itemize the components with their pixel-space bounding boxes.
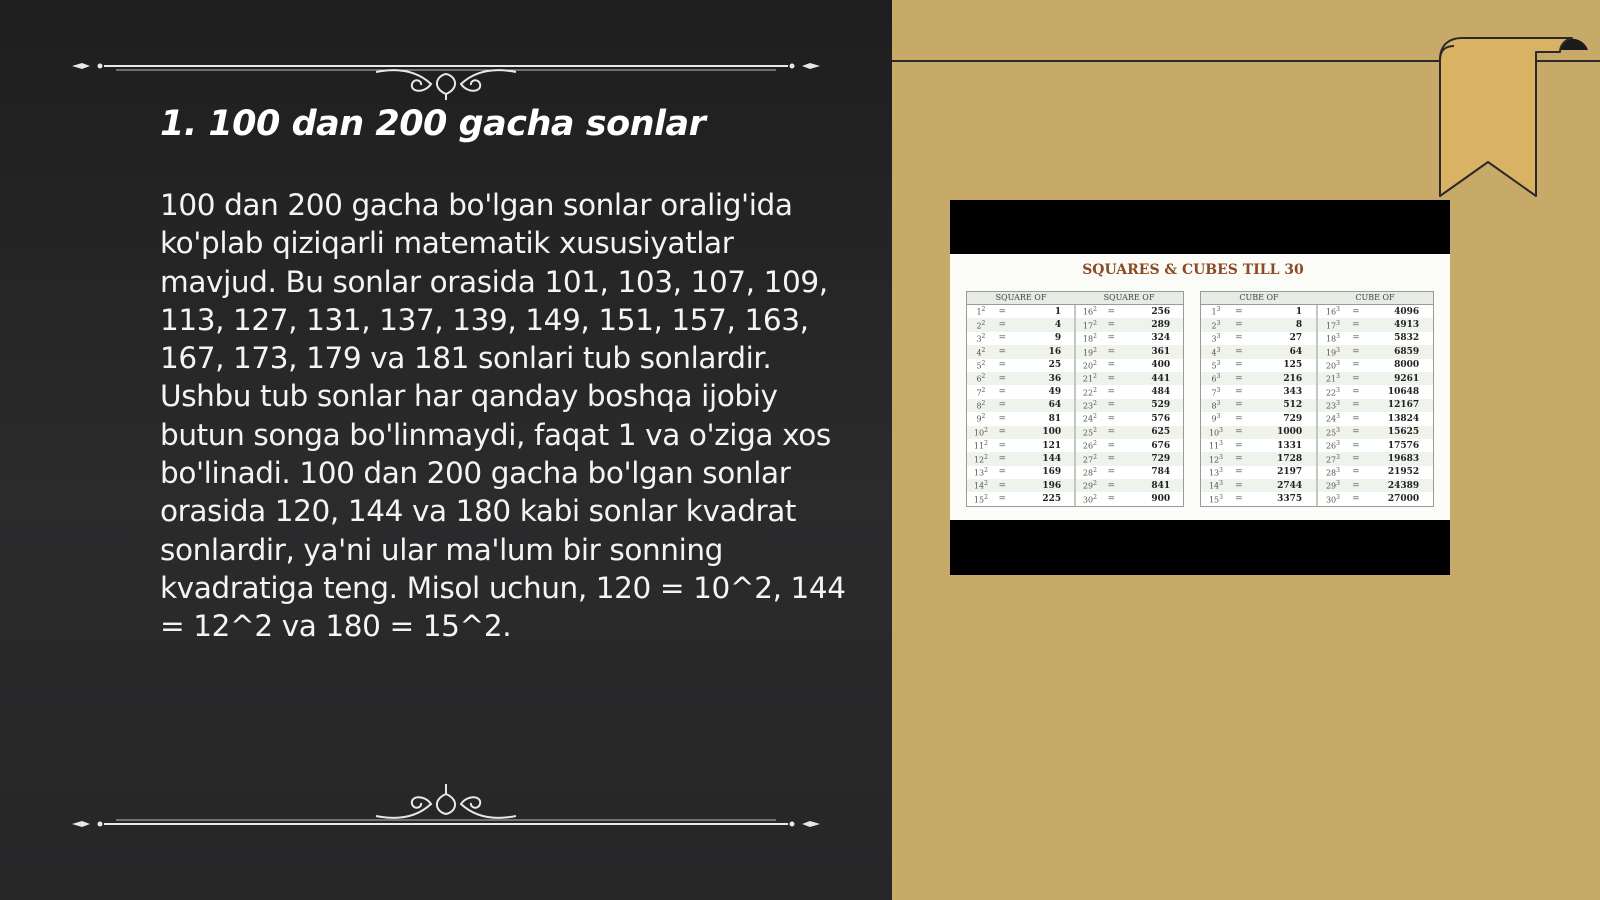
value-cell: 1 bbox=[1295, 306, 1303, 317]
base-cell: $21^3$ bbox=[1325, 373, 1340, 384]
value-cell: 512 bbox=[1283, 400, 1303, 411]
cubes-table-header bbox=[1201, 292, 1433, 305]
base-cell: $25^2$ bbox=[1082, 426, 1097, 438]
equals-sign: = bbox=[998, 427, 1007, 438]
equals-sign: = bbox=[1352, 453, 1360, 464]
base-cell: $11^3$ bbox=[1208, 440, 1223, 451]
base-cell: $30^3$ bbox=[1325, 493, 1340, 505]
value-cell: 4096 bbox=[1394, 306, 1420, 317]
table-row bbox=[967, 345, 1074, 358]
equals-sign: = bbox=[1107, 427, 1116, 438]
base-cell: $20^3$ bbox=[1325, 359, 1340, 371]
equals-sign: = bbox=[1352, 306, 1360, 317]
equals-sign: = bbox=[998, 467, 1007, 478]
base-cell: $27^3$ bbox=[1325, 453, 1340, 465]
table-row bbox=[1076, 412, 1183, 425]
base-cell: $22^2$ bbox=[1082, 386, 1097, 398]
base-cell: $10^2$ bbox=[973, 426, 988, 438]
image-title: SQUARES & CUBES TILL 30 bbox=[1082, 262, 1304, 278]
value-cell: 1000 bbox=[1277, 427, 1303, 438]
equals-sign: = bbox=[1352, 333, 1360, 344]
equals-sign: = bbox=[1235, 467, 1243, 478]
value-cell: 8 bbox=[1295, 320, 1303, 331]
table-row bbox=[1318, 385, 1433, 398]
table-row bbox=[1318, 466, 1433, 479]
equals-sign: = bbox=[998, 346, 1007, 357]
base-cell: $12^2$ bbox=[973, 453, 988, 465]
table-row bbox=[1076, 318, 1183, 331]
equals-sign: = bbox=[998, 453, 1007, 464]
base-cell: $9^2$ bbox=[976, 413, 986, 425]
base-cell: $29^2$ bbox=[1082, 480, 1097, 492]
table-row bbox=[1076, 332, 1183, 345]
value-cell: 169 bbox=[1042, 467, 1062, 478]
table-row bbox=[1201, 479, 1316, 492]
cubes-table bbox=[1200, 291, 1434, 507]
squares-table-header bbox=[967, 292, 1183, 305]
equals-sign: = bbox=[1107, 494, 1116, 505]
table-row bbox=[1201, 345, 1316, 358]
slide-title: 1. 100 dan 200 gacha sonlar bbox=[160, 104, 706, 144]
base-cell: $8^3$ bbox=[1211, 400, 1221, 411]
squares-column bbox=[967, 305, 1074, 506]
table-row bbox=[967, 412, 1074, 425]
base-cell: $29^3$ bbox=[1325, 480, 1340, 492]
table-row bbox=[1201, 305, 1316, 318]
base-cell: $22^3$ bbox=[1325, 386, 1340, 398]
base-cell: $15^3$ bbox=[1208, 493, 1223, 505]
value-cell: 225 bbox=[1042, 494, 1062, 505]
value-cell: 9261 bbox=[1394, 373, 1420, 384]
value-cell: 2197 bbox=[1277, 467, 1303, 478]
equals-sign: = bbox=[1352, 413, 1360, 424]
table-row bbox=[1318, 452, 1433, 465]
value-cell: 19683 bbox=[1387, 453, 1420, 464]
table-row bbox=[1318, 479, 1433, 492]
base-cell: $15^2$ bbox=[973, 493, 988, 505]
equals-sign: = bbox=[1107, 373, 1116, 384]
value-cell: 15625 bbox=[1387, 427, 1420, 438]
table-row bbox=[1201, 452, 1316, 465]
base-cell: $23^2$ bbox=[1082, 400, 1097, 411]
table-row bbox=[1201, 399, 1316, 412]
value-cell: 484 bbox=[1151, 387, 1171, 398]
base-cell: $19^2$ bbox=[1082, 346, 1097, 358]
ornament-divider-icon bbox=[66, 770, 826, 830]
base-cell: $2^3$ bbox=[1211, 319, 1221, 331]
value-cell: 289 bbox=[1151, 320, 1171, 331]
base-cell: $27^2$ bbox=[1082, 453, 1097, 465]
equals-sign: = bbox=[1107, 360, 1116, 371]
value-cell: 100 bbox=[1042, 427, 1062, 438]
equals-sign: = bbox=[998, 306, 1007, 317]
equals-sign: = bbox=[1352, 494, 1360, 505]
table-row bbox=[1201, 385, 1316, 398]
equals-sign: = bbox=[1235, 320, 1243, 331]
equals-sign: = bbox=[998, 494, 1007, 505]
value-cell: 5832 bbox=[1394, 333, 1420, 344]
base-cell: $19^3$ bbox=[1325, 346, 1340, 358]
table-row bbox=[1201, 492, 1316, 505]
squares-cubes-table bbox=[950, 254, 1450, 520]
equals-sign: = bbox=[1352, 440, 1360, 451]
value-cell: 784 bbox=[1151, 467, 1171, 478]
value-cell: 1331 bbox=[1277, 440, 1303, 451]
table-row bbox=[1318, 439, 1433, 452]
value-cell: 324 bbox=[1151, 333, 1171, 344]
value-cell: 17576 bbox=[1387, 440, 1420, 451]
value-cell: 12167 bbox=[1387, 400, 1420, 411]
base-cell: $5^3$ bbox=[1211, 359, 1221, 371]
equals-sign: = bbox=[1235, 453, 1243, 464]
equals-sign: = bbox=[1235, 360, 1243, 371]
equals-sign: = bbox=[1235, 427, 1243, 438]
table-row bbox=[1318, 372, 1433, 385]
value-cell: 529 bbox=[1151, 400, 1171, 411]
equals-sign: = bbox=[998, 360, 1007, 371]
base-cell: $24^2$ bbox=[1082, 413, 1097, 425]
value-cell: 64 bbox=[1048, 400, 1062, 411]
base-cell: $17^2$ bbox=[1082, 319, 1097, 331]
equals-sign: = bbox=[1235, 400, 1243, 411]
base-cell: $1^2$ bbox=[976, 306, 986, 318]
base-cell: $16^2$ bbox=[1082, 306, 1097, 318]
table-row bbox=[1318, 492, 1433, 505]
base-cell: $2^2$ bbox=[976, 319, 986, 331]
equals-sign: = bbox=[1352, 427, 1360, 438]
equals-sign: = bbox=[998, 440, 1007, 451]
equals-sign: = bbox=[1235, 494, 1243, 505]
value-cell: 2744 bbox=[1277, 480, 1303, 491]
table-row bbox=[1076, 439, 1183, 452]
base-cell: $20^2$ bbox=[1082, 359, 1097, 371]
value-cell: 8000 bbox=[1394, 360, 1420, 371]
base-cell: $3^2$ bbox=[976, 333, 986, 344]
base-cell: $23^3$ bbox=[1325, 400, 1340, 411]
base-cell: $13^2$ bbox=[973, 467, 988, 478]
table-row bbox=[1201, 439, 1316, 452]
equals-sign: = bbox=[1352, 467, 1360, 478]
base-cell: $7^3$ bbox=[1211, 386, 1221, 398]
value-cell: 25 bbox=[1048, 360, 1062, 371]
cubes-column bbox=[1316, 305, 1433, 506]
base-cell: $5^2$ bbox=[976, 359, 986, 371]
equals-sign: = bbox=[1235, 333, 1243, 344]
value-cell: 1 bbox=[1054, 306, 1062, 317]
table-row bbox=[1318, 332, 1433, 345]
base-cell: $21^2$ bbox=[1082, 373, 1097, 384]
base-cell: $7^2$ bbox=[976, 386, 986, 398]
equals-sign: = bbox=[1352, 387, 1360, 398]
equals-sign: = bbox=[1235, 306, 1243, 317]
table-row bbox=[967, 385, 1074, 398]
base-cell: $3^3$ bbox=[1211, 333, 1221, 344]
table-row bbox=[1076, 479, 1183, 492]
base-cell: $30^2$ bbox=[1082, 493, 1097, 505]
value-cell: 144 bbox=[1042, 453, 1062, 464]
table-row bbox=[1076, 452, 1183, 465]
table-row bbox=[1076, 426, 1183, 439]
base-cell: $6^2$ bbox=[976, 373, 986, 384]
column-header: SQUARE OF bbox=[1103, 293, 1155, 302]
value-cell: 400 bbox=[1151, 360, 1171, 371]
table-row bbox=[1076, 492, 1183, 505]
base-cell: $26^3$ bbox=[1325, 440, 1340, 451]
equals-sign: = bbox=[1352, 320, 1360, 331]
value-cell: 841 bbox=[1151, 480, 1171, 491]
table-row bbox=[1076, 305, 1183, 318]
bookmark-ribbon-icon bbox=[1432, 36, 1592, 206]
table-row bbox=[967, 466, 1074, 479]
table-row bbox=[1318, 426, 1433, 439]
equals-sign: = bbox=[1107, 413, 1116, 424]
value-cell: 676 bbox=[1151, 440, 1171, 451]
table-row bbox=[1076, 359, 1183, 372]
base-cell: $28^3$ bbox=[1325, 467, 1340, 478]
value-cell: 576 bbox=[1151, 413, 1171, 424]
equals-sign: = bbox=[1107, 333, 1116, 344]
value-cell: 216 bbox=[1283, 373, 1303, 384]
equals-sign: = bbox=[998, 320, 1007, 331]
column-header: CUBE OF bbox=[1355, 293, 1395, 302]
value-cell: 6859 bbox=[1394, 346, 1420, 357]
cubes-column bbox=[1201, 305, 1316, 506]
table-row bbox=[967, 492, 1074, 505]
table-row bbox=[967, 439, 1074, 452]
table-row bbox=[1201, 412, 1316, 425]
table-row bbox=[1076, 399, 1183, 412]
table-row bbox=[1201, 426, 1316, 439]
equals-sign: = bbox=[998, 333, 1007, 344]
equals-sign: = bbox=[998, 400, 1007, 411]
equals-sign: = bbox=[1107, 306, 1116, 317]
table-row bbox=[967, 318, 1074, 331]
table-row bbox=[1201, 466, 1316, 479]
equals-sign: = bbox=[1107, 440, 1116, 451]
equals-sign: = bbox=[1235, 413, 1243, 424]
table-row bbox=[967, 332, 1074, 345]
ornament-divider-icon bbox=[66, 40, 826, 100]
base-cell: $6^3$ bbox=[1211, 373, 1221, 384]
value-cell: 625 bbox=[1151, 427, 1171, 438]
value-cell: 81 bbox=[1048, 413, 1062, 424]
base-cell: $24^3$ bbox=[1325, 413, 1340, 425]
value-cell: 125 bbox=[1283, 360, 1303, 371]
value-cell: 3375 bbox=[1277, 494, 1303, 505]
table-row bbox=[1201, 372, 1316, 385]
value-cell: 16 bbox=[1048, 346, 1062, 357]
value-cell: 900 bbox=[1151, 494, 1171, 505]
base-cell: $4^3$ bbox=[1211, 346, 1221, 358]
base-cell: $13^3$ bbox=[1208, 467, 1223, 478]
equals-sign: = bbox=[1235, 387, 1243, 398]
table-row bbox=[1076, 385, 1183, 398]
value-cell: 1728 bbox=[1277, 453, 1303, 464]
value-cell: 27 bbox=[1289, 333, 1303, 344]
equals-sign: = bbox=[1107, 346, 1116, 357]
base-cell: $9^3$ bbox=[1211, 413, 1221, 425]
equals-sign: = bbox=[998, 480, 1007, 491]
base-cell: $14^2$ bbox=[973, 480, 988, 492]
table-row bbox=[967, 426, 1074, 439]
value-cell: 196 bbox=[1042, 480, 1062, 491]
table-row bbox=[967, 372, 1074, 385]
table-row bbox=[1076, 466, 1183, 479]
base-cell: $1^3$ bbox=[1211, 306, 1221, 318]
value-cell: 343 bbox=[1283, 387, 1303, 398]
value-cell: 64 bbox=[1289, 346, 1303, 357]
table-row bbox=[1076, 345, 1183, 358]
equals-sign: = bbox=[1235, 480, 1243, 491]
equals-sign: = bbox=[1352, 480, 1360, 491]
table-row bbox=[1318, 359, 1433, 372]
value-cell: 9 bbox=[1054, 333, 1062, 344]
equals-sign: = bbox=[1352, 360, 1360, 371]
value-cell: 441 bbox=[1151, 373, 1171, 384]
value-cell: 21952 bbox=[1387, 467, 1420, 478]
squares-table bbox=[966, 291, 1184, 507]
table-row bbox=[1318, 412, 1433, 425]
slide-body-text: 100 dan 200 gacha bo'lgan sonlar oralig'ida ko'plab qiziqarli matematik xususiyatlar mavjud. Bu sonlar orasida 101, 103, 107, 109, 113, 127, 131, 137, 139, 149, 151, 157, 163, 167, 173, 179 va 181 sonlari tub sonlardir. Ushbu tub sonlar har qanday boshqa ijobiy butun songa bo'linmaydi, faqat 1 va o'ziga xos bo'linadi. 100 dan 200 gacha bo'lgan sonlar orasida 120, 144 va 180 kabi sonlar kvadrat sonlardir, ya'ni ular ma'lum bir sonning kvadratiga teng. Misol uchun, 120 = 10^2, 144 = 12^2 va 180 = 15^2. bbox=[160, 188, 846, 644]
equals-sign: = bbox=[998, 373, 1007, 384]
equals-sign: = bbox=[998, 387, 1007, 398]
table-row bbox=[967, 452, 1074, 465]
equals-sign: = bbox=[1107, 480, 1116, 491]
base-cell: $17^3$ bbox=[1325, 319, 1340, 331]
value-cell: 24389 bbox=[1387, 480, 1420, 491]
table-row bbox=[1318, 318, 1433, 331]
table-row bbox=[967, 305, 1074, 318]
base-cell: $18^3$ bbox=[1325, 333, 1340, 344]
equals-sign: = bbox=[1235, 373, 1243, 384]
equals-sign: = bbox=[1107, 467, 1116, 478]
base-cell: $28^2$ bbox=[1082, 467, 1097, 478]
value-cell: 49 bbox=[1048, 387, 1062, 398]
base-cell: $26^2$ bbox=[1082, 440, 1097, 451]
table-row bbox=[967, 479, 1074, 492]
value-cell: 729 bbox=[1151, 453, 1171, 464]
value-cell: 361 bbox=[1151, 346, 1171, 357]
value-cell: 10648 bbox=[1387, 387, 1420, 398]
squares-cubes-image bbox=[950, 200, 1450, 575]
value-cell: 4913 bbox=[1394, 320, 1420, 331]
column-header: CUBE OF bbox=[1239, 293, 1279, 302]
base-cell: $4^2$ bbox=[976, 346, 986, 358]
equals-sign: = bbox=[998, 413, 1007, 424]
table-row bbox=[1318, 345, 1433, 358]
table-row bbox=[1201, 359, 1316, 372]
table-row bbox=[1318, 399, 1433, 412]
equals-sign: = bbox=[1107, 453, 1116, 464]
equals-sign: = bbox=[1235, 440, 1243, 451]
base-cell: $16^3$ bbox=[1325, 306, 1340, 318]
base-cell: $12^3$ bbox=[1208, 453, 1223, 465]
base-cell: $14^3$ bbox=[1208, 480, 1223, 492]
value-cell: 4 bbox=[1054, 320, 1062, 331]
value-cell: 256 bbox=[1151, 306, 1171, 317]
equals-sign: = bbox=[1352, 373, 1360, 384]
value-cell: 27000 bbox=[1387, 494, 1420, 505]
column-header: SQUARE OF bbox=[995, 293, 1047, 302]
base-cell: $11^2$ bbox=[973, 440, 988, 451]
value-cell: 729 bbox=[1283, 413, 1303, 424]
base-cell: $10^3$ bbox=[1208, 426, 1223, 438]
table-row bbox=[1201, 332, 1316, 345]
equals-sign: = bbox=[1352, 346, 1360, 357]
base-cell: $8^2$ bbox=[976, 400, 986, 411]
value-cell: 13824 bbox=[1387, 413, 1420, 424]
base-cell: $25^3$ bbox=[1325, 426, 1340, 438]
table-row bbox=[1318, 305, 1433, 318]
base-cell: $18^2$ bbox=[1082, 333, 1097, 344]
table-row bbox=[967, 399, 1074, 412]
table-row bbox=[967, 359, 1074, 372]
squares-column bbox=[1074, 305, 1183, 506]
equals-sign: = bbox=[1235, 346, 1243, 357]
table-row bbox=[1201, 318, 1316, 331]
equals-sign: = bbox=[1107, 387, 1116, 398]
equals-sign: = bbox=[1352, 400, 1360, 411]
table-row bbox=[1076, 372, 1183, 385]
equals-sign: = bbox=[1107, 320, 1116, 331]
value-cell: 36 bbox=[1048, 373, 1062, 384]
value-cell: 121 bbox=[1042, 440, 1062, 451]
equals-sign: = bbox=[1107, 400, 1116, 411]
